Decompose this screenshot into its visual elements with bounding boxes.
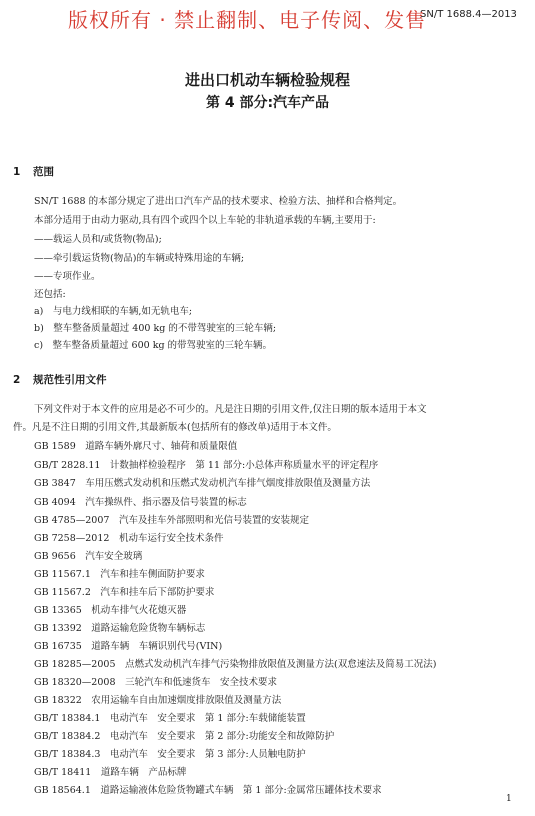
- list-item: b) 整车整备质量超过 400 kg 的不带驾驶室的三轮车辆;: [34, 323, 277, 334]
- reference-item: GB 16735 道路车辆 车辆识别代号(VIN): [34, 641, 223, 652]
- list-item: c) 整车整备质量超过 600 kg 的带驾驶室的三轮车辆。: [34, 340, 273, 351]
- list-item: ——牵引载运货物(物品)的车辆或特殊用途的车辆;: [34, 253, 245, 264]
- reference-item: GB 1589 道路车辆外廓尺寸、轴荷和质量限值: [34, 441, 238, 452]
- reference-item: GB/T 2828.11 计数抽样检验程序 第 11 部分:小总体声称质量水平的评定程序: [34, 460, 379, 471]
- document-number: SN/T 1688.4—2013: [420, 9, 517, 20]
- paragraph-line: 还包括:: [34, 289, 66, 300]
- reference-item: GB/T 18384.2 电动汽车 安全要求 第 2 部分:功能安全和故障防护: [34, 731, 335, 742]
- reference-item: GB 11567.2 汽车和挂车后下部防护要求: [34, 587, 215, 598]
- reference-item: GB 13365 机动车排气火花熄灭器: [34, 605, 187, 616]
- section-title: 范围: [33, 166, 54, 178]
- document-title: 进出口机动车辆检验规程: [184, 71, 350, 89]
- reference-item: GB 7258—2012 机动车运行安全技术条件: [34, 533, 224, 544]
- reference-item: GB 9656 汽车安全玻璃: [34, 551, 143, 562]
- reference-item: GB 18320—2008 三轮汽车和低速货车 安全技术要求: [34, 677, 277, 688]
- reference-item: GB/T 18411 道路车辆 产品标牌: [34, 767, 187, 778]
- reference-item: GB 3847 车用压燃式发动机和压燃式发动机汽车排气烟度排放限值及测量方法: [34, 478, 371, 489]
- section-1-heading: [13, 164, 54, 179]
- reference-item: GB 4094 汽车操纵件、指示器及信号装置的标志: [34, 497, 247, 508]
- section-title: 规范性引用文件: [33, 374, 107, 386]
- reference-item: GB 4785—2007 汽车及挂车外部照明和光信号装置的安装规定: [34, 515, 309, 526]
- paragraph-line: 下列文件对于本文件的应用是必不可少的。凡是注日期的引用文件,仅注日期的版本适用于本文: [34, 404, 427, 415]
- section-number: 2: [13, 374, 21, 386]
- page-number: 1: [506, 794, 512, 804]
- reference-item: GB 18564.1 道路运输液体危险货物罐式车辆 第 1 部分:金属常压罐体技术要求: [34, 785, 382, 796]
- reference-item: GB 18285—2005 点燃式发动机汽车排气污染物排放限值及测量方法(双怠速法及简易工况法): [34, 659, 437, 670]
- reference-item: GB 11567.1 汽车和挂车侧面防护要求: [34, 569, 205, 580]
- paragraph-line: 件。凡是不注日期的引用文件,其最新版本(包括所有的修改单)适用于本文件。: [13, 422, 337, 433]
- list-item: ——载运人员和/或货物(物品);: [34, 234, 162, 245]
- watermark-text: 版权所有 · 禁止翻制、电子传阅、发售: [68, 8, 427, 32]
- list-item: a) 与电力线相联的车辆,如无轨电车;: [34, 306, 193, 317]
- reference-item: GB/T 18384.3 电动汽车 安全要求 第 3 部分:人员触电防护: [34, 749, 306, 760]
- reference-item: GB 18322 农用运输车自由加速烟度排放限值及测量方法: [34, 695, 282, 706]
- section-number: 1: [13, 166, 21, 178]
- list-item: ——专项作业。: [34, 271, 101, 282]
- reference-item: GB 13392 道路运输危险货物车辆标志: [34, 623, 206, 634]
- reference-item: GB/T 18384.1 电动汽车 安全要求 第 1 部分:车载储能装置: [34, 713, 306, 724]
- document-subtitle: 第 4 部分:汽车产品: [205, 95, 330, 111]
- paragraph-line: 本部分适用于由动力驱动,具有四个或四个以上车轮的非轨道承载的车辆,主要用于:: [34, 215, 376, 226]
- section-2-heading: [13, 372, 107, 387]
- paragraph-line: SN/T 1688 的本部分规定了进出口汽车产品的技术要求、检验方法、抽样和合格判定。: [34, 196, 403, 207]
